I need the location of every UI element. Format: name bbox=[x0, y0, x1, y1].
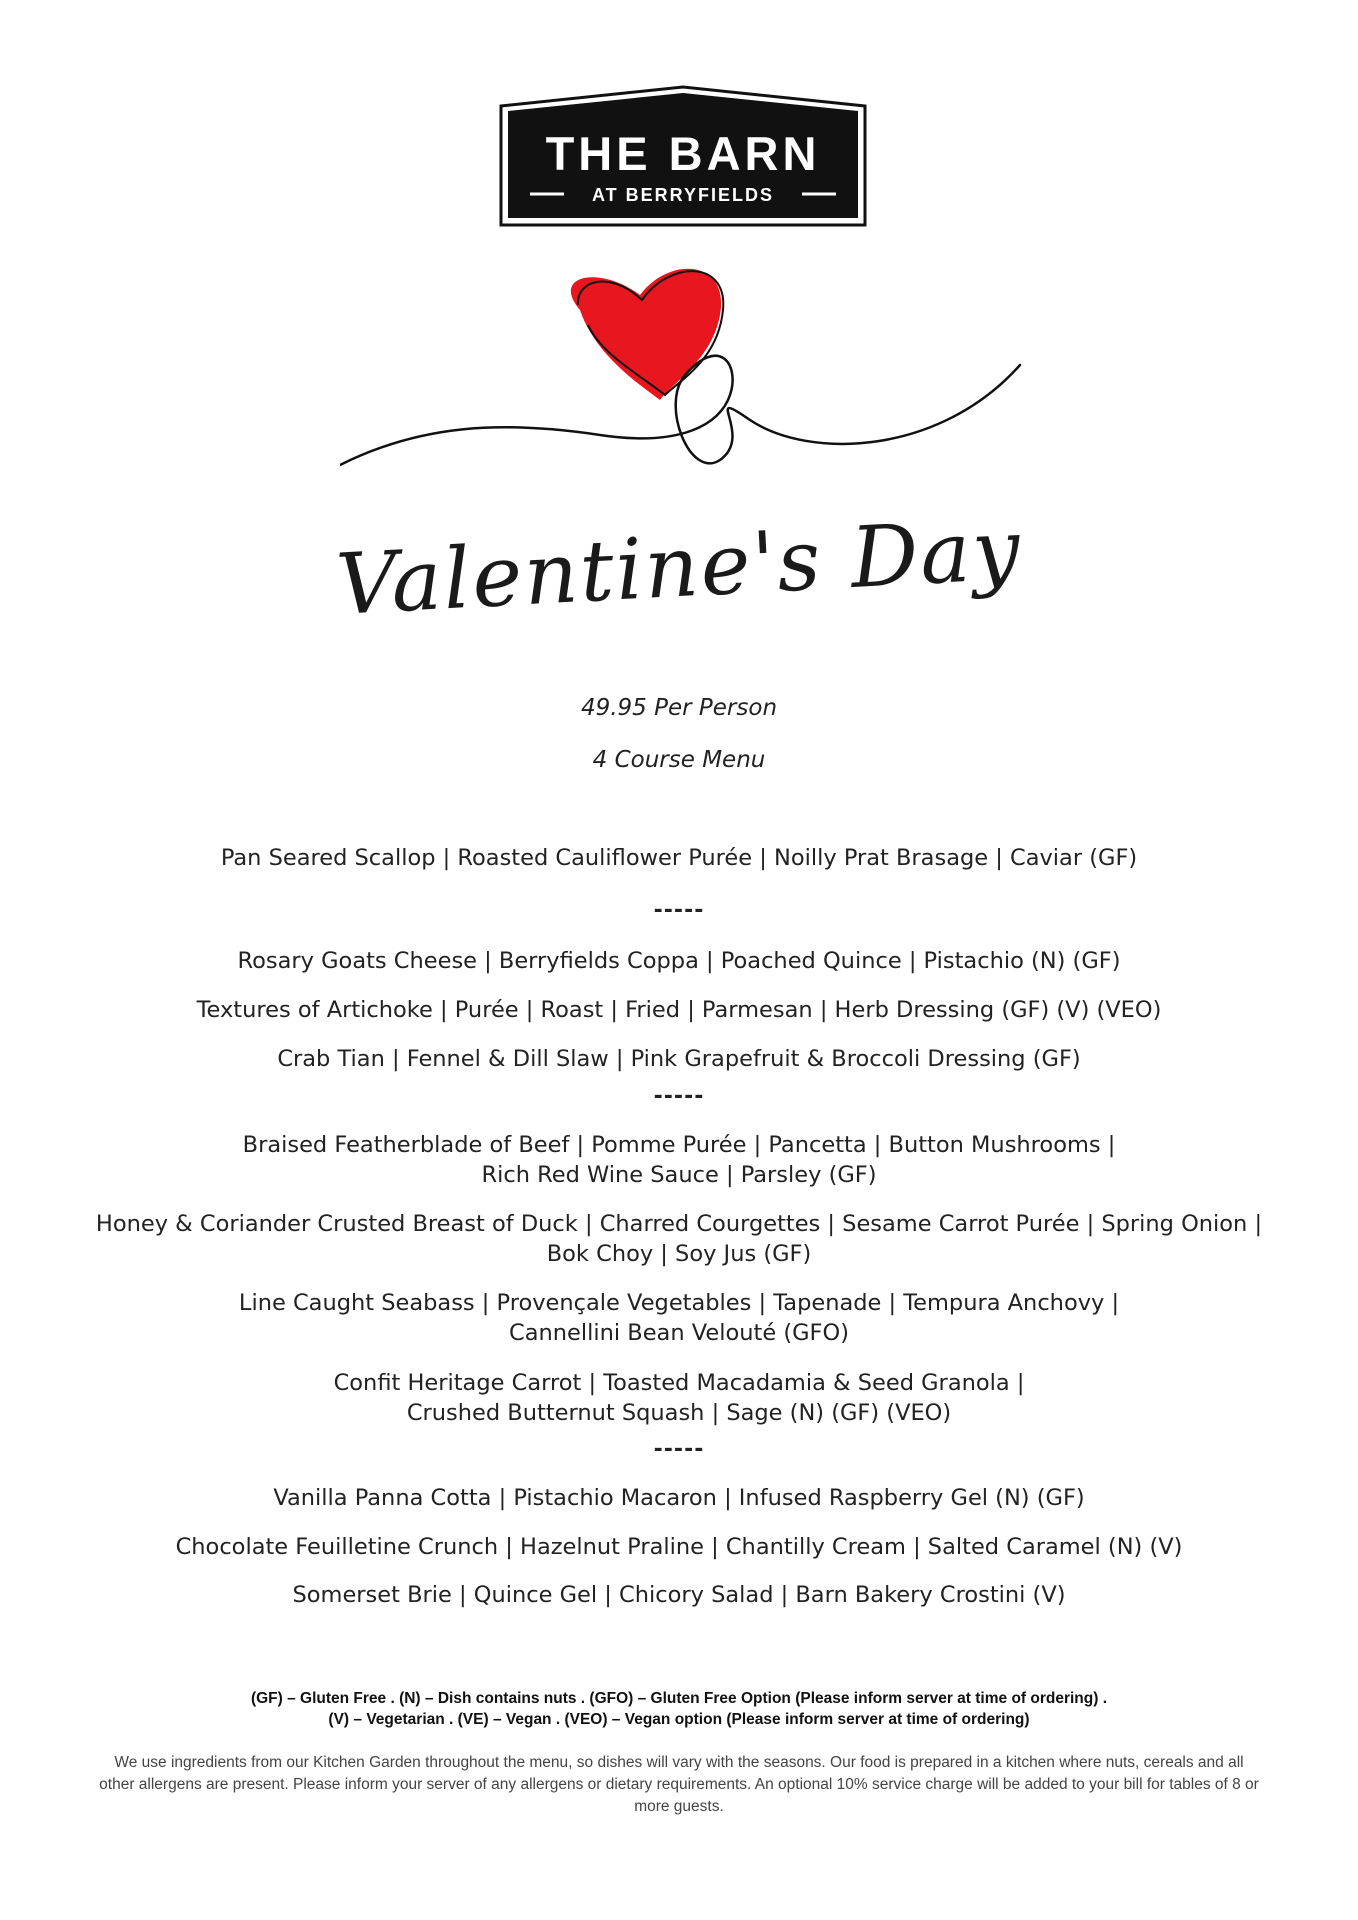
menu-item-goats-cheese: Rosary Goats Cheese | Berryfields Coppa | Poached Quince | Pistachio (N) (GF) bbox=[237, 948, 1121, 974]
page-title: Valentine's Day bbox=[333, 500, 1025, 634]
menu-item-panna-cotta: Vanilla Panna Cotta | Pistachio Macaron | Infused Raspberry Gel (N) (GF) bbox=[273, 1485, 1085, 1511]
course-separator: ----- bbox=[653, 1437, 705, 1462]
menu-item-crab-tian: Crab Tian | Fennel & Dill Slaw | Pink Grapefruit & Broccoli Dressing (GF) bbox=[277, 1046, 1081, 1072]
course-separator: ----- bbox=[653, 1084, 705, 1109]
menu-item-scallop: Pan Seared Scallop | Roasted Cauliflower Purée | Noilly Prat Brasage | Caviar (GF) bbox=[220, 845, 1138, 871]
menu-item-beef-line2: Rich Red Wine Sauce | Parsley (GF) bbox=[481, 1162, 877, 1188]
barn-logo bbox=[497, 84, 869, 229]
footer-note: We use ingredients from our Kitchen Garden throughout the menu, so dishes will vary with the seasons. Our food is prepared in a kitchen where nuts, cereals and all other allergens are present. Please inform your server of any allergens or dietary requirements. An optional 10% service charge will be added to your bill for tables of 8 or more guests. bbox=[99, 1754, 1259, 1815]
menu-item-duck-line1: Honey & Coriander Crusted Breast of Duck | Charred Courgettes | Sesame Carrot Purée | Spring Onion | bbox=[95, 1211, 1263, 1237]
menu-item-beef-line1: Braised Featherblade of Beef | Pomme Purée | Pancetta | Button Mushrooms | bbox=[242, 1132, 1116, 1158]
allergen-key-line1: (GF) – Gluten Free . (N) – Dish contains nuts . (GFO) – Gluten Free Option (Please inform server at time of ordering) . bbox=[250, 1690, 1108, 1707]
menu-item-carrot-line1: Confit Heritage Carrot | Toasted Macadamia & Seed Granola | bbox=[333, 1370, 1025, 1396]
menu-item-brie: Somerset Brie | Quince Gel | Chicory Salad | Barn Bakery Crostini (V) bbox=[292, 1582, 1066, 1608]
menu-item-chocolate: Chocolate Feuilletine Crunch | Hazelnut Praline | Chantilly Cream | Salted Caramel (N) (V) bbox=[175, 1534, 1183, 1560]
menu-item-artichoke: Textures of Artichoke | Purée | Roast | Fried | Parmesan | Herb Dressing (GF) (V) (VEO) bbox=[196, 997, 1162, 1023]
logo-title: THE BARN bbox=[545, 127, 821, 180]
menu-item-seabass-line1: Line Caught Seabass | Provençale Vegetables | Tapenade | Tempura Anchovy | bbox=[238, 1290, 1120, 1316]
allergen-key-line2: (V) – Vegetarian . (VE) – Vegan . (VEO) – Vegan option (Please inform server at time of ordering) bbox=[328, 1711, 1030, 1728]
menu-item-duck-line2: Bok Choy | Soy Jus (GF) bbox=[546, 1241, 812, 1267]
heart-illustration bbox=[340, 255, 1030, 485]
menu-item-carrot-line2: Crushed Butternut Squash | Sage (N) (GF) (VEO) bbox=[406, 1400, 952, 1426]
course-separator: ----- bbox=[653, 898, 705, 923]
menu-item-seabass-line2: Cannellini Bean Velouté (GFO) bbox=[509, 1320, 849, 1346]
logo-subtitle: AT BERRYFIELDS bbox=[591, 185, 775, 205]
price-per-person: 49.95 Per Person bbox=[580, 695, 778, 721]
course-count: 4 Course Menu bbox=[592, 747, 766, 773]
